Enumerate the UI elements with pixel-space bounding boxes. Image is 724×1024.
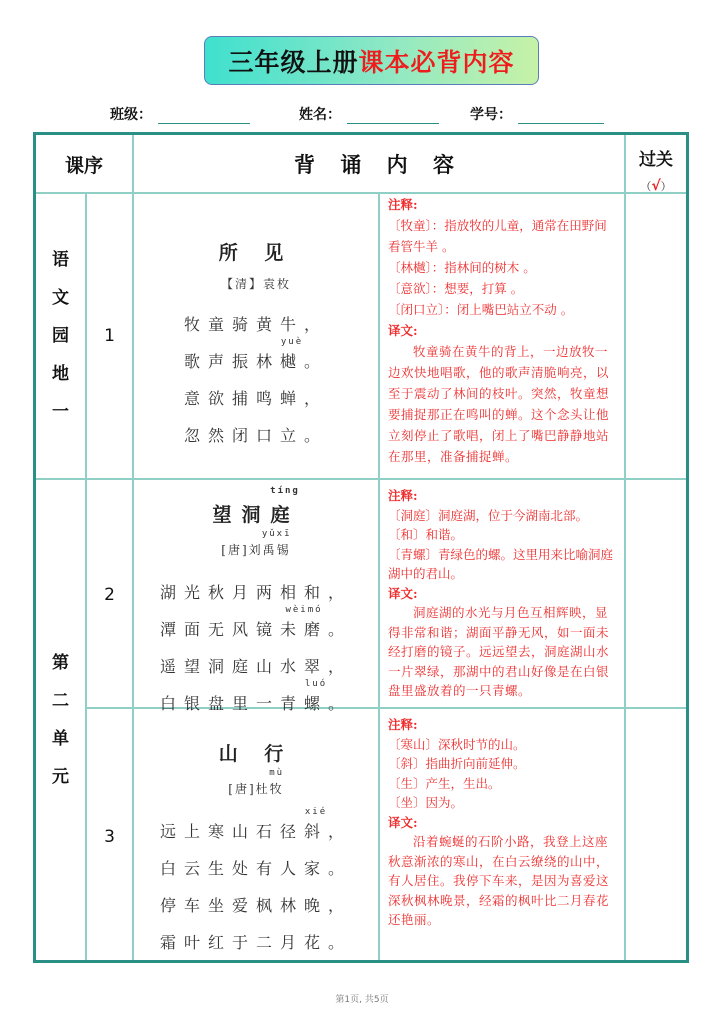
column-header-pass: [626, 135, 686, 193]
name-input-line[interactable]: [347, 107, 439, 124]
poem-line: 白银盘里一青 luó 螺。: [159, 679, 353, 713]
title-subject: 课本必背内容: [358, 47, 515, 77]
recitation-table: [33, 132, 689, 963]
note-item: 〔生〕产生，生出。: [388, 775, 501, 791]
poem-line: 湖光秋月两相和，: [159, 583, 352, 602]
poem-author: [唐]杜 mù 牧: [228, 768, 285, 796]
poem-author: [唐]刘 yǔxī 禹锡: [221, 529, 292, 557]
poem-line: 白云生处有人家。: [159, 859, 352, 878]
pass-check-hint: （√）: [640, 178, 672, 194]
poem-title: 望洞 tíng 庭: [212, 486, 300, 526]
note-item: 〔斜〕指曲折向前延伸。: [388, 756, 526, 771]
pinyin-annotation: yǔxī: [261, 529, 292, 539]
column-header-lesson-order: 课序: [64, 154, 103, 177]
lesson-number: 1: [104, 326, 115, 346]
student-info-row: [0, 100, 724, 126]
poem-line: 停车坐爱枫林晚，: [159, 896, 352, 915]
pass-checkbox-cell[interactable]: [626, 194, 686, 478]
notes-label: 注释:: [388, 488, 418, 503]
poem-title: 山 行: [218, 743, 294, 765]
title-grade: 三年级上册: [228, 47, 359, 77]
name-field[interactable]: [299, 104, 439, 124]
poem-line: 潭面无风镜 wèimó 未磨。: [159, 605, 353, 639]
poem-line: 忽然闭口立。: [183, 426, 328, 445]
poem-line: 霜叶红于二月花。: [159, 933, 352, 952]
poem-line: 意欲捕鸣蝉，: [183, 389, 328, 408]
class-input-line[interactable]: [158, 107, 250, 124]
poem-wang-dongting: [134, 480, 378, 713]
unit-label-yuwen-yuandi-1: 语 文 园 地 一: [52, 250, 69, 422]
poem-line: 牧童骑黄牛，: [183, 315, 328, 334]
lesson-number: 3: [104, 827, 115, 847]
poem-line: 遥望洞庭山水翠，: [159, 657, 352, 676]
pinyin-annotation: yuè: [280, 337, 304, 347]
pinyin-annotation: tíng: [270, 486, 300, 496]
unit-label-unit-2: 第 二 单 元: [52, 653, 69, 787]
note-item: 〔牧童〕：指放牧的儿童，通常在田野间看管牛羊 。: [388, 218, 607, 254]
note-item: 〔闭口立〕：闭上嘴巴站立不动 。: [388, 302, 574, 317]
notes-shanxing: [380, 709, 624, 960]
translation-label: 译文:: [388, 814, 418, 830]
page-title: [204, 36, 539, 85]
pass-label: 过关: [639, 150, 673, 170]
class-label: 班级：: [110, 107, 152, 123]
page-footer: 第1页, 共5页: [335, 995, 389, 1005]
translation-label: 译文:: [388, 585, 418, 601]
student-id-label: 学号：: [470, 107, 512, 123]
note-item: 〔洞庭〕洞庭湖，位于今湖南北部。: [388, 507, 589, 523]
poem-suojian: [134, 194, 378, 478]
student-id-input-line[interactable]: [518, 107, 604, 124]
poem-line: 歌声振林 yuè 樾。: [183, 337, 329, 371]
note-item: 〔坐〕因为。: [388, 795, 464, 810]
name-label: 姓名：: [299, 107, 341, 123]
translation-label: 译文:: [388, 323, 418, 338]
pinyin-annotation: xié: [304, 807, 328, 817]
translation-text: 沿着蜿蜒的石阶小路，我登上这座秋意渐浓的寒山，在白云缭绕的山中，有人居住。我停下车来，是因为喜爱这深秋枫林晚景，经霜的枫叶比二月春花还艳丽。: [388, 834, 610, 927]
note-item: 〔意欲〕：想要，打算 。: [388, 281, 524, 296]
notes-suojian: [380, 192, 624, 478]
checkmark-icon: √: [651, 178, 661, 194]
pinyin-annotation: wèimó: [285, 605, 323, 615]
notes-wang-dongting: [380, 480, 624, 707]
column-header-content: 背 诵 内 容: [294, 153, 463, 177]
notes-label: 注释:: [388, 717, 418, 732]
poem-shanxing: [134, 709, 378, 960]
note-item: 〔青螺〕青绿色的螺。这里用来比喻洞庭湖中的君山。: [388, 546, 614, 581]
translation-text: 牧童骑在黄牛的背上，一边放牧一边欢快地唱歌，他的歌声清脆响亮，以至于震动了林间的枝叶。突然，牧童想要捕捉那正在鸣叫的蝉。这个念头让他立刻停止了歌唱，闭上了嘴巴静静地站在那里，准备捕捉蝉。: [388, 344, 610, 464]
poem-title: 所 见: [218, 242, 294, 264]
note-item: 〔和〕和谐。: [388, 527, 464, 542]
pinyin-annotation: luó: [304, 679, 328, 689]
translation-text: 洞庭湖的水光与月色互相辉映，显得非常和谐；湖面平静无风，如一面未经打磨的镜子。远远望去，洞庭湖山水一片翠绿，那湖中的君山好像是在白银盘里盛放着的一只青螺。: [388, 605, 610, 698]
lesson-number: 2: [104, 585, 115, 605]
notes-label: 注释:: [388, 197, 418, 212]
poem-author: 【清】袁枚: [220, 277, 291, 291]
note-item: 〔林樾〕：指林间的树木 。: [388, 260, 536, 275]
student-id-field[interactable]: [470, 104, 604, 124]
class-field[interactable]: [110, 104, 250, 124]
note-item: 〔寒山〕深秋时节的山。: [388, 736, 526, 752]
pinyin-annotation: mù: [269, 768, 285, 778]
pass-checkbox-cell[interactable]: [626, 709, 686, 960]
poem-line: 远上寒山石径 xié 斜，: [159, 807, 353, 841]
pass-checkbox-cell[interactable]: [626, 480, 686, 707]
